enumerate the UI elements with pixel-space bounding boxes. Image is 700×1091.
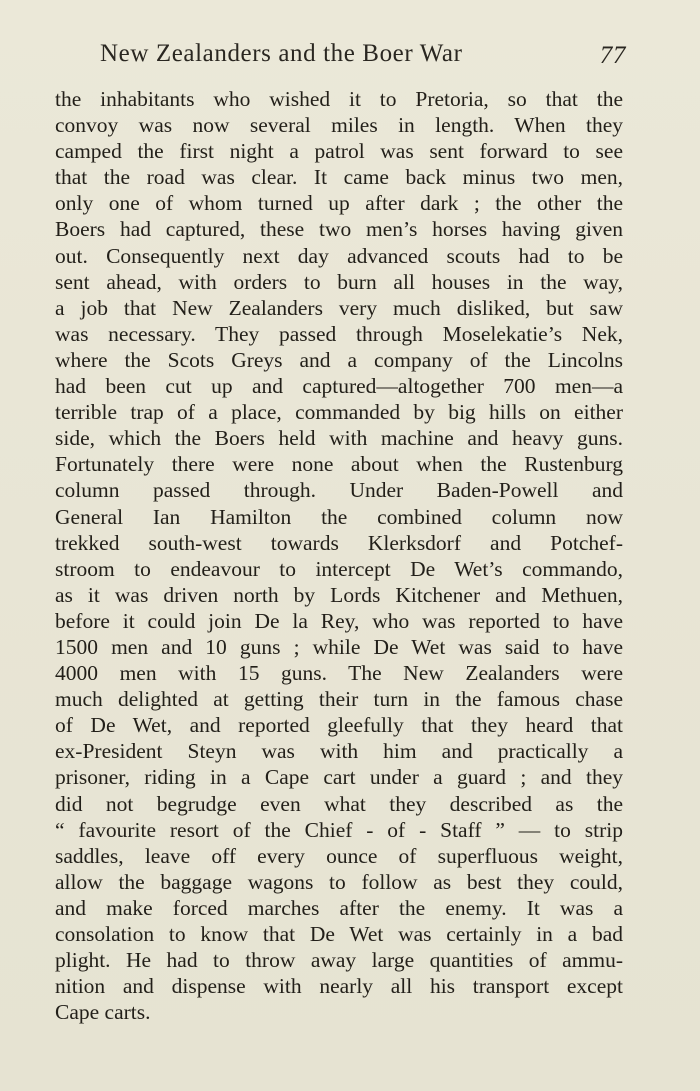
- text-line: 1500 men and 10 guns ; while De Wet was said to have: [55, 634, 623, 659]
- text-line: convoy was now several miles in length. When they: [55, 113, 623, 138]
- text-line: stroom to endeavour to intercept De Wet’s commando,: [55, 556, 623, 581]
- text-line: plight. He had to throw away large quantities of ammu-: [55, 948, 623, 973]
- text-line: as it was driven north by Lords Kitchener and Methuen,: [55, 582, 623, 607]
- text-line: saddles, leave off every ounce of superfluous weight,: [55, 843, 623, 868]
- text-line: only one of whom turned up after dark ; the other the: [55, 191, 623, 216]
- text-line: of De Wet, and reported gleefully that they heard that: [55, 713, 623, 738]
- text-line: and make forced marches after the enemy. It was a: [55, 895, 623, 920]
- text-line: consolation to know that De Wet was certainly in a bad: [55, 922, 623, 946]
- text-line: side, which the Boers held with machine and heavy guns.: [55, 426, 623, 451]
- text-line: the inhabitants who wished it to Pretoria, so that the: [55, 87, 623, 111]
- text-line: Fortunately there were none about when the Rustenburg: [55, 452, 623, 477]
- running-title: New Zealanders and the Boer War: [100, 40, 463, 67]
- text-line: did not begrudge even what they described as the: [55, 791, 623, 816]
- body-paragraph: [55, 86, 623, 1025]
- text-line: trekked south-west towards Klerksdorf and Potchef-: [55, 530, 623, 555]
- running-header: [100, 40, 626, 74]
- text-line: 4000 men with 15 guns. The New Zealanders were: [55, 661, 623, 686]
- text-line: nition and dispense with nearly all his transport except: [55, 974, 623, 999]
- text-line: was necessary. They passed through Moselekatie’s Nek,: [55, 321, 623, 346]
- text-line: out. Consequently next day advanced scouts had to be: [55, 243, 623, 268]
- text-line: sent ahead, with orders to burn all houses in the way,: [55, 269, 623, 294]
- text-line: a job that New Zealanders very much disliked, but saw: [55, 295, 623, 320]
- text-line: much delighted at getting their turn in the famous chase: [55, 687, 623, 712]
- text-line: where the Scots Greys and a company of the Lincolns: [55, 347, 623, 372]
- text-line: ex-President Steyn was with him and practically a: [55, 739, 623, 764]
- text-line: General Ian Hamilton the combined column now: [55, 504, 623, 529]
- text-line: had been cut up and captured—altogether 700 men—a: [55, 374, 623, 399]
- text-line: allow the baggage wagons to follow as best they could,: [55, 869, 623, 894]
- text-line: before it could join De la Rey, who was reported to have: [55, 608, 623, 633]
- text-line: that the road was clear. It came back minus two men,: [55, 165, 623, 190]
- text-line: camped the first night a patrol was sent forward to see: [55, 139, 623, 164]
- text-line: prisoner, riding in a Cape cart under a guard ; and they: [55, 765, 623, 790]
- text-line-last: Cape carts.: [55, 1000, 151, 1025]
- page-number: 77: [599, 42, 626, 69]
- text-line: column passed through. Under Baden-Powell and: [55, 478, 623, 503]
- text-line: terrible trap of a place, commanded by big hills on either: [55, 400, 623, 425]
- text-line: Boers had captured, these two men’s horses having given: [55, 217, 623, 242]
- text-line: “ favourite resort of the Chief - of - Staff ” — to strip: [55, 817, 623, 842]
